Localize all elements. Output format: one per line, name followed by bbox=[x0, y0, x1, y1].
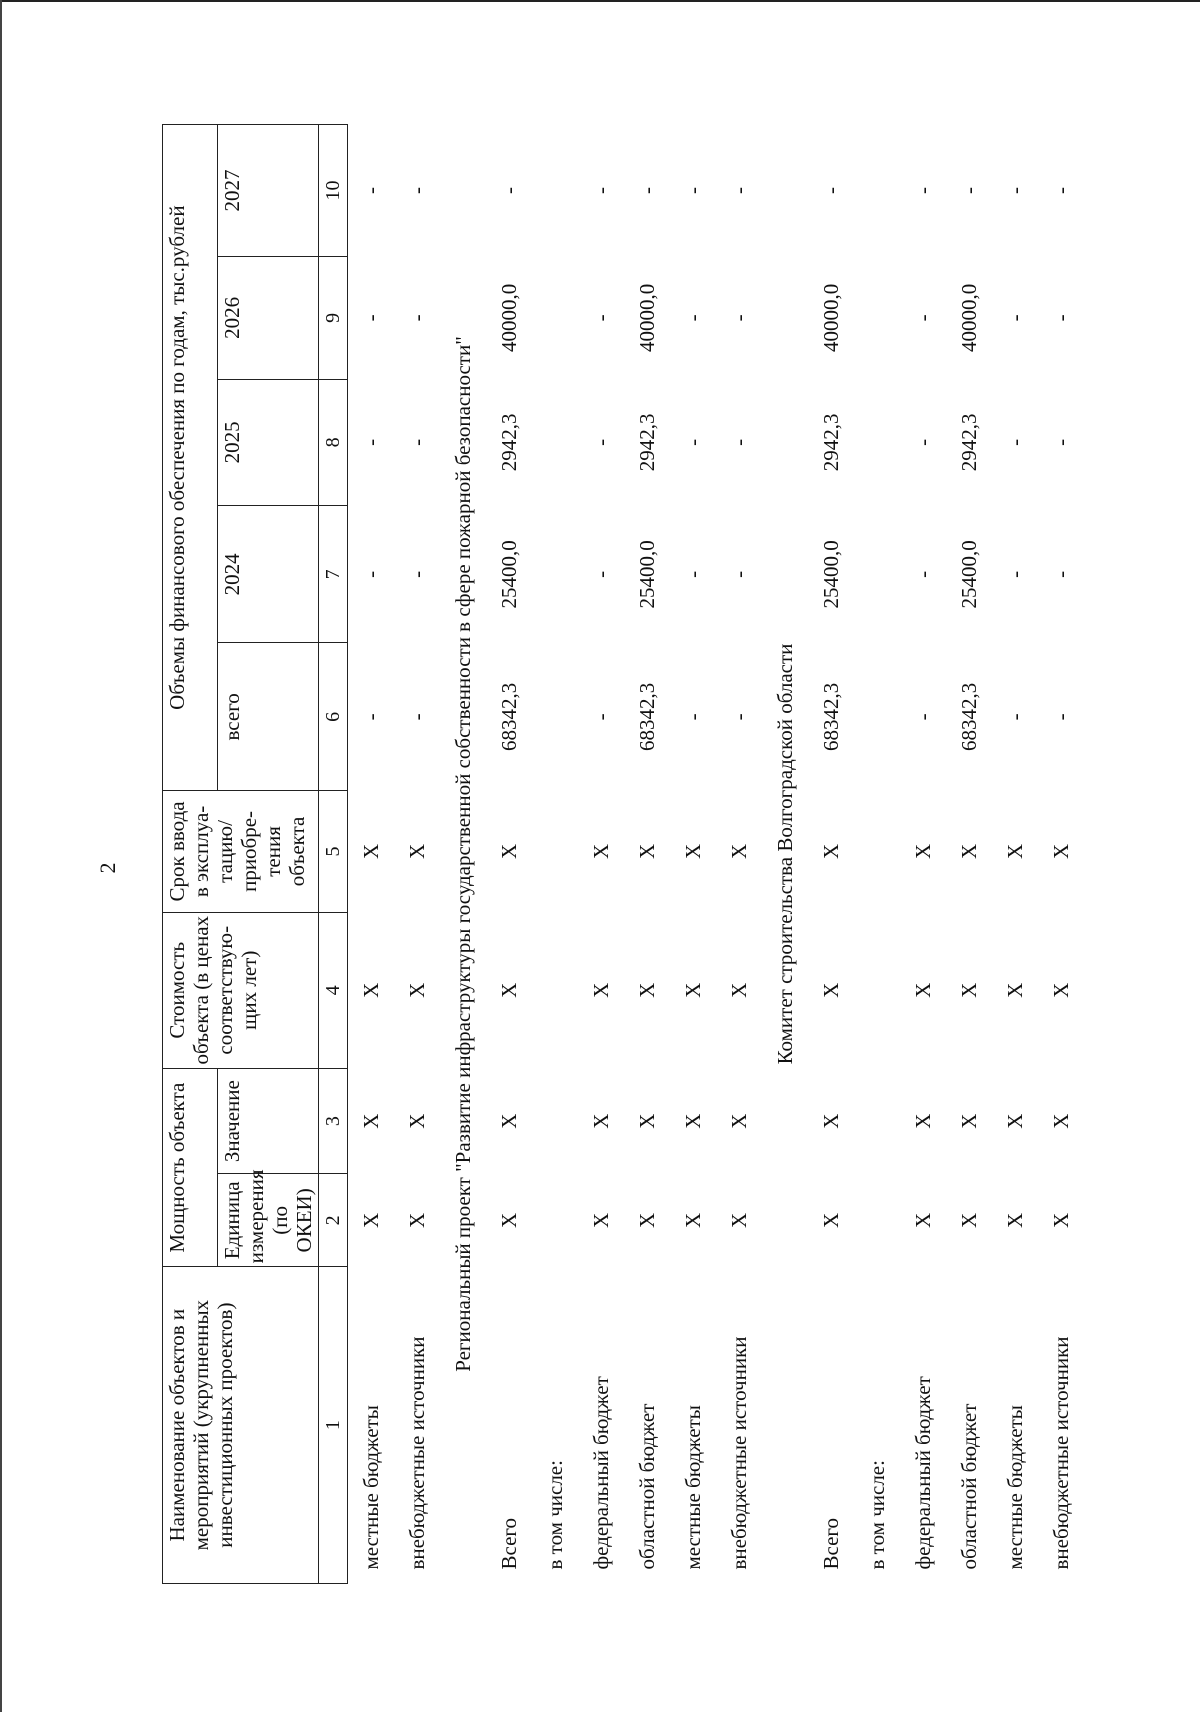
column-number-row bbox=[319, 125, 348, 1584]
row-label: федеральный бюджет bbox=[911, 1376, 935, 1570]
cell-col-4: Х bbox=[957, 982, 981, 998]
cell-col-5: Х bbox=[681, 843, 705, 860]
table-row bbox=[946, 125, 992, 1584]
cell-col-3: Х bbox=[497, 1113, 521, 1129]
header-year-2026: 2026 bbox=[218, 257, 319, 379]
table-row bbox=[1038, 125, 1084, 1584]
cell-col-10: - bbox=[589, 187, 613, 195]
cell-col-9 bbox=[532, 257, 578, 379]
column-number: 2 bbox=[319, 1174, 348, 1267]
cell-col-9: 40000,0 bbox=[497, 283, 521, 352]
cell-col-9 bbox=[854, 257, 900, 379]
cell-col-6: - bbox=[589, 713, 613, 721]
cell-col-6: 68342,3 bbox=[819, 682, 843, 751]
cell-col-8: - bbox=[589, 438, 613, 446]
cell-col-5: Х bbox=[911, 843, 935, 860]
cell-col-2: Х bbox=[589, 1212, 613, 1228]
cell-col-7: - bbox=[359, 570, 383, 578]
cell-col-5: Х bbox=[819, 843, 843, 860]
row-label: местные бюджеты bbox=[359, 1405, 383, 1570]
cell-col-6: - bbox=[359, 713, 383, 721]
cell-col-10: - bbox=[359, 187, 383, 195]
cell-col-3: Х bbox=[589, 1113, 613, 1129]
cell-col-9: 40000,0 bbox=[635, 283, 659, 352]
cell-col-2: Х bbox=[1003, 1212, 1027, 1228]
cell-col-8: - bbox=[727, 438, 751, 446]
cell-col-5: Х bbox=[1003, 843, 1027, 860]
cell-col-7: 25400,0 bbox=[819, 540, 843, 609]
cell-col-9: 40000,0 bbox=[819, 283, 843, 352]
cell-col-8: 2942,3 bbox=[497, 413, 521, 472]
section-title-regional-project: Региональный проект "Развитие инфраструктуры государственной собственности в сфере пожарной безопасности" bbox=[451, 336, 475, 1372]
header-cost: Стоимость объекта (в ценах соответствую-щих лет) bbox=[163, 912, 319, 1068]
cell-col-10: - bbox=[819, 187, 843, 195]
cell-col-2: Х bbox=[405, 1212, 429, 1228]
cell-col-3: Х bbox=[911, 1113, 935, 1129]
table-row bbox=[394, 125, 440, 1584]
cell-col-3: Х bbox=[1049, 1113, 1073, 1129]
cell-col-10: - bbox=[911, 187, 935, 195]
cell-col-4 bbox=[854, 912, 900, 1068]
cell-col-5 bbox=[532, 791, 578, 912]
cell-col-6 bbox=[532, 643, 578, 791]
cell-col-2: Х bbox=[359, 1212, 383, 1228]
cell-col-10: - bbox=[497, 187, 521, 195]
cell-col-6: - bbox=[681, 713, 705, 721]
cell-col-3 bbox=[854, 1068, 900, 1174]
cell-col-5: Х bbox=[405, 843, 429, 860]
header-commissioning: Срок ввода в эксплуа-тацию/ приобре-тения объекта bbox=[163, 791, 319, 912]
row-label: областной бюджет bbox=[635, 1403, 659, 1570]
header-capacity: Мощность объекта bbox=[163, 1068, 218, 1266]
header-total: всего bbox=[218, 643, 319, 791]
cell-col-9: - bbox=[589, 314, 613, 322]
column-number: 3 bbox=[319, 1068, 348, 1174]
cell-col-4: Х bbox=[635, 982, 659, 998]
cell-col-8: 2942,3 bbox=[635, 413, 659, 472]
column-number: 9 bbox=[319, 257, 348, 379]
financing-table bbox=[162, 124, 1084, 1584]
cell-col-3: Х bbox=[405, 1113, 429, 1129]
header-name: Наименование объектов и мероприятий (укрупненных инвестиционных проектов) bbox=[163, 1267, 319, 1584]
cell-col-8: 2942,3 bbox=[957, 413, 981, 472]
cell-col-5 bbox=[854, 791, 900, 912]
cell-col-7: - bbox=[681, 570, 705, 578]
header-financing: Объемы финансового обеспечения по годам, тыс.рублей bbox=[163, 125, 218, 791]
table-row bbox=[348, 125, 395, 1584]
cell-col-8: 2942,3 bbox=[819, 413, 843, 472]
table-row bbox=[992, 125, 1038, 1584]
cell-col-9: - bbox=[1049, 314, 1073, 322]
table-row bbox=[624, 125, 670, 1584]
cell-col-2: Х bbox=[681, 1212, 705, 1228]
row-label: местные бюджеты bbox=[681, 1405, 705, 1570]
cell-col-10 bbox=[532, 125, 578, 257]
cell-col-6: 68342,3 bbox=[957, 682, 981, 751]
cell-col-8: - bbox=[911, 438, 935, 446]
cell-col-2: Х bbox=[957, 1212, 981, 1228]
cell-col-8 bbox=[854, 379, 900, 506]
cell-col-3: Х bbox=[819, 1113, 843, 1129]
cell-col-5: Х bbox=[359, 843, 383, 860]
cell-col-5: Х bbox=[497, 843, 521, 860]
row-label: в том числе: bbox=[865, 1460, 889, 1570]
table-row bbox=[900, 125, 946, 1584]
cell-col-7: - bbox=[911, 570, 935, 578]
cell-col-3: Х bbox=[635, 1113, 659, 1129]
cell-col-2: Х bbox=[497, 1212, 521, 1228]
cell-col-7: - bbox=[1049, 570, 1073, 578]
column-number: 5 bbox=[319, 791, 348, 912]
table-row bbox=[716, 125, 762, 1584]
row-label: Всего bbox=[497, 1518, 521, 1570]
cell-col-10: - bbox=[957, 187, 981, 195]
cell-col-4: Х bbox=[727, 982, 751, 998]
cell-col-2: Х bbox=[819, 1212, 843, 1228]
cell-col-7: - bbox=[727, 570, 751, 578]
cell-col-9: - bbox=[681, 314, 705, 322]
header-unit: Единица измерения (по ОКЕИ) bbox=[218, 1174, 319, 1267]
cell-col-6: 68342,3 bbox=[635, 682, 659, 751]
cell-col-7 bbox=[854, 506, 900, 643]
cell-col-3: Х bbox=[681, 1113, 705, 1129]
cell-col-7: - bbox=[589, 570, 613, 578]
cell-col-4: Х bbox=[359, 982, 383, 998]
cell-col-6: - bbox=[911, 713, 935, 721]
cell-col-5: Х bbox=[589, 843, 613, 860]
cell-col-4: Х bbox=[819, 982, 843, 998]
cell-col-3: Х bbox=[957, 1113, 981, 1129]
cell-col-9: - bbox=[405, 314, 429, 322]
cell-col-8: - bbox=[359, 438, 383, 446]
cell-col-3: Х bbox=[359, 1113, 383, 1129]
cell-col-10: - bbox=[727, 187, 751, 195]
cell-col-9: 40000,0 bbox=[957, 283, 981, 352]
table-row bbox=[808, 125, 854, 1584]
cell-col-9: - bbox=[359, 314, 383, 322]
section-title-committee: Комитет строительства Волгоградской области bbox=[773, 643, 797, 1065]
cell-col-7: 25400,0 bbox=[497, 540, 521, 609]
cell-col-4: Х bbox=[405, 982, 429, 998]
table-row bbox=[532, 125, 578, 1584]
cell-col-6: - bbox=[1049, 713, 1073, 721]
row-label: областной бюджет bbox=[957, 1403, 981, 1570]
cell-col-2 bbox=[532, 1174, 578, 1267]
column-number: 4 bbox=[319, 912, 348, 1068]
column-number: 1 bbox=[319, 1267, 348, 1584]
cell-col-8 bbox=[532, 379, 578, 506]
cell-col-2: Х bbox=[911, 1212, 935, 1228]
row-label: Всего bbox=[819, 1518, 843, 1570]
cell-col-2 bbox=[854, 1174, 900, 1267]
cell-col-6: - bbox=[405, 713, 429, 721]
cell-col-5: Х bbox=[1049, 843, 1073, 860]
cell-col-9: - bbox=[911, 314, 935, 322]
table-body bbox=[348, 125, 1085, 1584]
row-label: внебюджетные источники bbox=[1049, 1336, 1073, 1570]
cell-col-2: Х bbox=[635, 1212, 659, 1228]
cell-col-6: - bbox=[1003, 713, 1027, 721]
table-row bbox=[670, 125, 716, 1584]
cell-col-3: Х bbox=[727, 1113, 751, 1129]
cell-col-4: Х bbox=[681, 982, 705, 998]
header-value: Значение bbox=[218, 1068, 319, 1174]
column-number: 7 bbox=[319, 506, 348, 643]
cell-col-2: Х bbox=[1049, 1212, 1073, 1228]
row-label: местные бюджеты bbox=[1003, 1405, 1027, 1570]
cell-col-4: Х bbox=[911, 982, 935, 998]
column-number: 10 bbox=[319, 125, 348, 257]
cell-col-7: 25400,0 bbox=[635, 540, 659, 609]
cell-col-8: - bbox=[1049, 438, 1073, 446]
cell-col-10 bbox=[854, 125, 900, 257]
cell-col-10: - bbox=[1003, 187, 1027, 195]
cell-col-10: - bbox=[1049, 187, 1073, 195]
cell-col-4: Х bbox=[1003, 982, 1027, 998]
row-label: внебюджетные источники bbox=[405, 1336, 429, 1570]
cell-col-5: Х bbox=[635, 843, 659, 860]
cell-col-7 bbox=[532, 506, 578, 643]
cell-col-7: 25400,0 bbox=[957, 540, 981, 609]
cell-col-7: - bbox=[405, 570, 429, 578]
cell-col-8: - bbox=[1003, 438, 1027, 446]
column-number: 8 bbox=[319, 379, 348, 506]
cell-col-3: Х bbox=[1003, 1113, 1027, 1129]
page-number: 2 bbox=[95, 862, 120, 874]
cell-col-9: - bbox=[727, 314, 751, 322]
row-label: в том числе: bbox=[543, 1460, 567, 1570]
cell-col-4: Х bbox=[1049, 982, 1073, 998]
cell-col-6: 68342,3 bbox=[497, 682, 521, 751]
cell-col-9: - bbox=[1003, 314, 1027, 322]
cell-col-3 bbox=[532, 1068, 578, 1174]
row-label: федеральный бюджет bbox=[589, 1376, 613, 1570]
cell-col-10: - bbox=[681, 187, 705, 195]
cell-col-4: Х bbox=[497, 982, 521, 998]
cell-col-7: - bbox=[1003, 570, 1027, 578]
header-year-2027: 2027 bbox=[218, 125, 319, 257]
cell-col-4 bbox=[532, 912, 578, 1068]
cell-col-6 bbox=[854, 643, 900, 791]
table-row bbox=[486, 125, 532, 1584]
table-header bbox=[163, 125, 348, 1584]
table-row bbox=[578, 125, 624, 1584]
cell-col-6: - bbox=[727, 713, 751, 721]
cell-col-4: Х bbox=[589, 982, 613, 998]
cell-col-2: Х bbox=[727, 1212, 751, 1228]
cell-col-10: - bbox=[635, 187, 659, 195]
row-label: внебюджетные источники bbox=[727, 1336, 751, 1570]
column-number: 6 bbox=[319, 643, 348, 791]
table-row bbox=[854, 125, 900, 1584]
cell-col-5: Х bbox=[957, 843, 981, 860]
cell-col-10: - bbox=[405, 187, 429, 195]
header-year-2025: 2025 bbox=[218, 379, 319, 506]
header-year-2024: 2024 bbox=[218, 506, 319, 643]
cell-col-5: Х bbox=[727, 843, 751, 860]
cell-col-8: - bbox=[405, 438, 429, 446]
cell-col-8: - bbox=[681, 438, 705, 446]
